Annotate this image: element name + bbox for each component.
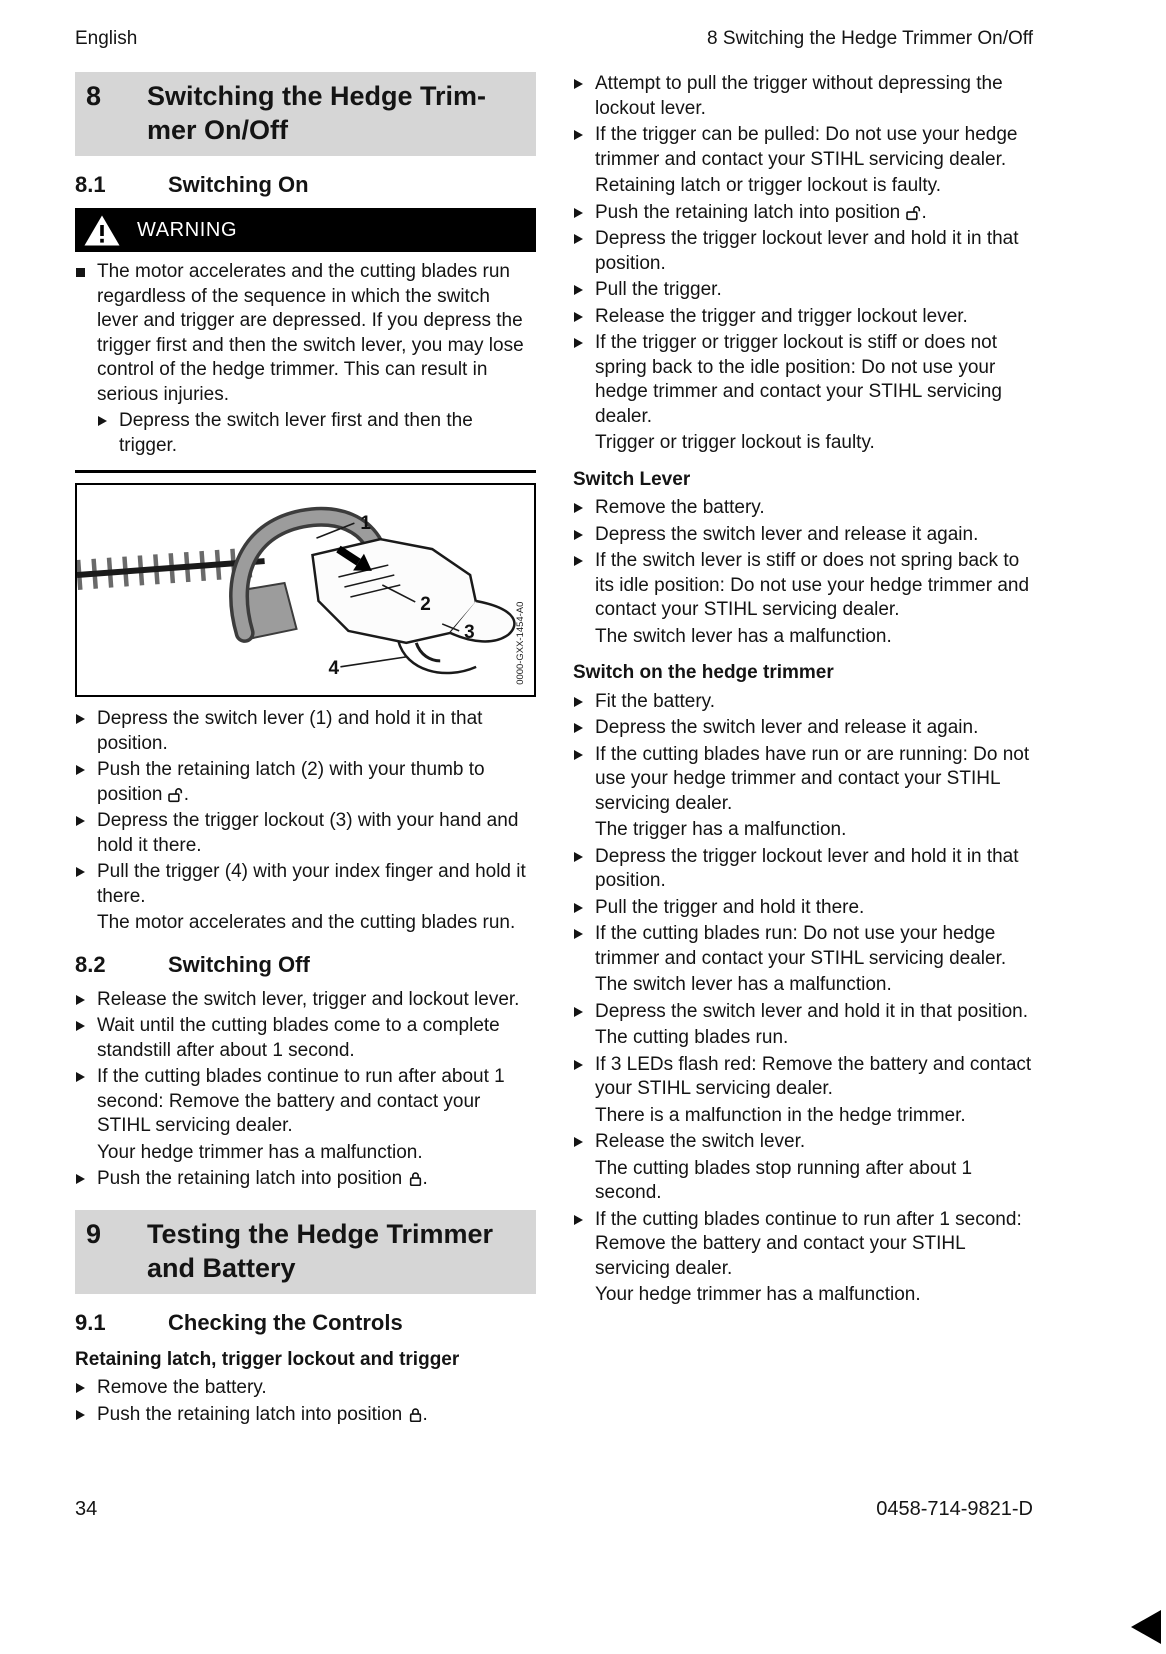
bullet-marker [573,496,595,521]
doc-number: 0458-714-9821-D [876,1498,1033,1520]
subsection-8-2-number: 8.2 [75,951,106,977]
bullet-marker [573,201,595,226]
list-item: Depress the switch lever first and then the trigger. [97,409,536,458]
left-column [75,72,536,1431]
steps-switch-lever [573,496,1034,649]
page-corner-mark [1131,1610,1161,1644]
list-item: The cutting blades run. [573,1026,1034,1051]
warning-triangle-icon [83,214,121,247]
bullet-marker [75,809,97,858]
list-item: Trigger or trigger lockout is faulty. [573,431,1034,456]
figure-label-1: 1 [360,513,371,535]
section-heading-9 [75,1210,536,1294]
lock-icon [408,1168,423,1189]
figure-code: 0000-GXX-1454-A0 [515,601,527,685]
bullet-marker [573,690,595,715]
page-header [75,28,1033,50]
warning-list [75,260,536,458]
switch-lever-subheading: Switch Lever [573,468,691,490]
steps-checking-controls [75,1376,536,1427]
list-item: Release the trigger and trigger lockout lever. [573,305,1034,330]
bullet-marker [573,1104,595,1129]
bullet-marker [573,1026,595,1051]
hedge-trimmer-drawing [77,485,534,695]
list-item: Push the retaining latch (2) with your thumb to position . [75,758,536,807]
section-9-title-line2: and Battery [147,1252,296,1283]
bullet-marker [573,743,595,817]
list-item: Push the retaining latch into position . [573,201,1034,226]
list-item: There is a malfunction in the hedge trimmer. [573,1104,1034,1129]
list-item: If the cutting blades continue to run after about 1 second: Remove the battery and contact your STIHL servicing dealer. [75,1065,536,1139]
bullet-marker [573,549,595,623]
bullet-marker [573,1157,595,1206]
list-item: Release the switch lever, trigger and lockout lever. [75,988,536,1013]
figure-label-4: 4 [328,657,339,679]
bullet-marker [573,523,595,548]
list-item: The trigger has a malfunction. [573,818,1034,843]
bullet-marker [573,1283,595,1308]
list-item: Depress the switch lever and hold it in that position. [573,1000,1034,1025]
bullet-marker [75,758,97,807]
list-item: Remove the battery. [573,496,1034,521]
list-item: The motor accelerates and the cutting blades run. [75,911,536,936]
subsection-8-1-title: Switching On [168,172,309,197]
list-item: Depress the trigger lockout (3) with your hand and hold it there. [75,809,536,858]
bullet-marker [75,911,97,936]
bullet-marker [97,409,119,458]
subsection-heading-8-1 [75,172,536,198]
list-item: Depress the trigger lockout lever and hold it in that position. [573,845,1034,894]
list-item: Retaining latch or trigger lockout is faulty. [573,174,1034,199]
bullet-marker [75,860,97,909]
bullet-marker [573,305,595,330]
list-item: If the trigger or trigger lockout is stiff or does not spring back to the idle position: Do not use your hedge trimmer and contact your STIHL servicing dealer. [573,331,1034,429]
list-item: If the trigger can be pulled: Do not use your hedge trimmer and contact your STIHL servicing dealer. [573,123,1034,172]
bullet-marker [75,1141,97,1166]
lock-icon [408,1404,423,1425]
content-columns [75,72,1033,1431]
bullet-marker [573,331,595,429]
bullet-marker [573,1130,595,1155]
list-item: Pull the trigger. [573,278,1034,303]
bullet-marker [75,1065,97,1139]
page-number: 34 [75,1498,98,1520]
bullet-marker [75,988,97,1013]
bullet-marker [573,1053,595,1102]
list-item: Depress the switch lever and release it again. [573,716,1034,741]
section-9-number: 9 [86,1218,102,1249]
bullet-marker [573,896,595,921]
lock-open-icon [168,784,184,805]
lock-open-icon [906,202,922,223]
section-9-title [147,1217,493,1285]
section-8-title [147,79,486,147]
list-item: Release the switch lever. [573,1130,1034,1155]
subsection-9-1-title: Checking the Controls [168,1309,403,1335]
trigger-guard [398,641,476,673]
header-chapter: 8 Switching the Hedge Trimmer On/Off [707,28,1033,49]
bullet-marker [75,1014,97,1063]
bullet-marker [573,845,595,894]
switch-on-subheading: Switch on the hedge trimmer [573,662,834,683]
bullet-marker [573,72,595,121]
steps-trigger-check [573,72,1034,456]
trigger [416,643,440,661]
list-item: If the cutting blades run: Do not use your hedge trimmer and contact your STIHL servicing dealer. [573,922,1034,971]
list-item: If 3 LEDs flash red: Remove the battery and contact your STIHL servicing dealer. [573,1053,1034,1102]
right-column [573,72,1034,1312]
subsection-9-1-number: 9.1 [75,1309,106,1335]
section-8-title-line1: Switching the Hedge Trim- [147,81,487,111]
list-item: Pull the trigger (4) with your index finger and hold it there. [75,860,536,909]
controls-subheading: Retaining latch, trigger lockout and trigger [75,1348,460,1370]
bullet-marker [573,625,595,650]
list-item: The switch lever has a malfunction. [573,625,1034,650]
list-item: Depress the switch lever (1) and hold it in that position. [75,707,536,756]
divider [75,470,536,473]
bullet-marker [573,973,595,998]
bullet-marker [573,174,595,199]
subsection-heading-9-1 [75,1310,536,1336]
subsection-heading-8-2 [75,952,536,978]
list-item: Push the retaining latch into position . [75,1403,536,1428]
page-footer [75,1498,1033,1521]
list-item: Fit the battery. [573,690,1034,715]
list-item: Your hedge trimmer has a malfunction. [75,1141,536,1166]
list-item: Remove the battery. [75,1376,536,1401]
section-8-number: 8 [86,81,102,111]
steps-switching-off [75,988,536,1192]
bullet-marker [573,431,595,456]
list-item: Your hedge trimmer has a malfunction. [573,1283,1034,1308]
list-item: Pull the trigger and hold it there. [573,896,1034,921]
warning-banner [75,208,536,252]
bullet-marker [75,1167,97,1192]
list-item: Push the retaining latch into position . [75,1167,536,1192]
section-9-title-line1: Testing the Hedge Trimmer [147,1218,494,1249]
list-item: Depress the trigger lockout lever and hold it in that position. [573,227,1034,276]
list-item: If the cutting blades continue to run after 1 second: Remove the battery and contact your STIHL servicing dealer. [573,1208,1034,1282]
bullet-marker [573,227,595,276]
bullet-marker [75,1376,97,1401]
steps-switch-on-trimmer [573,690,1034,1308]
list-item: Wait until the cutting blades come to a complete standstill after about 1 second. [75,1014,536,1063]
bullet-marker [573,818,595,843]
bullet-marker [75,1403,97,1428]
header-language: English [75,28,138,49]
bullet-marker [573,123,595,172]
bullet-marker [573,1000,595,1025]
list-item: The cutting blades stop running after about 1 second. [573,1157,1034,1206]
bullet-marker [573,1208,595,1282]
figure-hedge-trimmer [75,483,536,697]
figure-label-3: 3 [464,621,475,643]
list-item: Depress the switch lever and release it again. [573,523,1034,548]
warning-label: WARNING [137,218,238,241]
list-item: The motor accelerates and the cutting blades run regardless of the sequence in which the switch lever and trigger are depressed. If you depress the trigger first and then the switch lever, you may lose control of the hedge trimmer. This can result in serious injuries. [75,260,536,407]
subsection-8-2-title: Switching Off [168,951,310,977]
figure-label-2: 2 [420,593,431,615]
list-item: The switch lever has a malfunction. [573,973,1034,998]
section-8-title-line2: mer On/Off [147,115,289,145]
bullet-marker [573,716,595,741]
bullet-marker [573,922,595,971]
steps-switching-on [75,707,536,936]
bullet-marker [75,260,97,407]
bullet-marker [573,278,595,303]
subsection-8-1-number: 8.1 [75,172,106,197]
list-item: If the cutting blades have run or are running: Do not use your hedge trimmer and contact your STIHL servicing dealer. [573,743,1034,817]
list-item: If the switch lever is stiff or does not spring back to its idle position: Do not use your hedge trimmer and contact your STIHL servicing dealer. [573,549,1034,623]
section-heading-8 [75,72,536,156]
list-item: Attempt to pull the trigger without depressing the lockout lever. [573,72,1034,121]
bullet-marker [75,707,97,756]
